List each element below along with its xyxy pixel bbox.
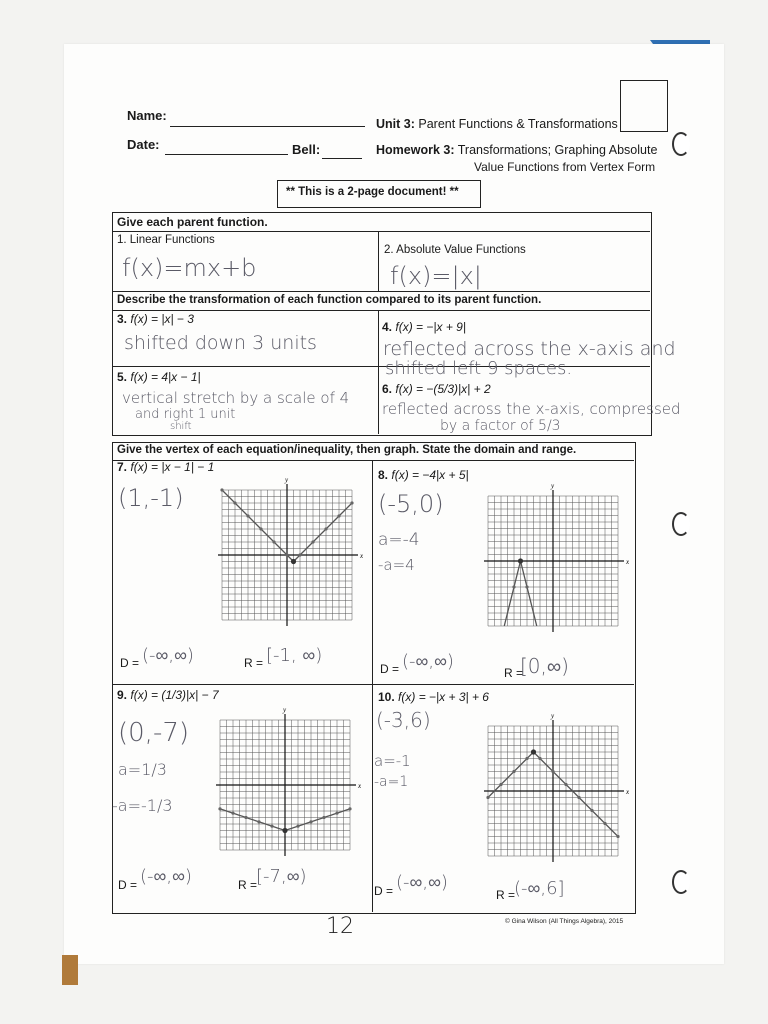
unit-title: Unit 3: Parent Functions & Transformations [376, 117, 618, 131]
q8-domain: (-∞,∞) [402, 651, 454, 672]
section3-title: Give the vertex of each equation/inequality, then graph. State the domain and range. [117, 444, 577, 456]
plotted-point [551, 770, 554, 773]
plotted-point [512, 585, 515, 588]
q10-prompt: 10. f(x) = −|x + 3| + 6 [378, 690, 489, 704]
x-axis-label: x [358, 782, 362, 790]
plotted-point [246, 514, 249, 517]
y-axis-label: y [285, 476, 289, 484]
q5-answer-line1: vertical stretch by a scale of 4 [122, 389, 350, 407]
q7-domain: (-∞,∞) [142, 645, 194, 666]
divider [372, 460, 373, 912]
q9-note-1: a=1/3 [118, 760, 167, 779]
plotted-point [348, 807, 351, 810]
q4-prompt: 4. f(x) = −|x + 9| [382, 320, 466, 334]
q7-prompt: 7. f(x) = |x − 1| − 1 [117, 460, 215, 474]
plotted-point [285, 553, 288, 556]
q10-range: (-∞,6] [514, 878, 565, 899]
plotted-point [603, 822, 606, 825]
q10-domain: (-∞,∞) [396, 872, 448, 893]
plotted-point [272, 540, 275, 543]
q9-range: [-7,∞) [256, 866, 307, 887]
plotted-point [512, 770, 515, 773]
q3-prompt: 3. f(x) = |x| − 3 [117, 312, 194, 326]
q5-answer-line2: and right 1 unit [135, 407, 236, 422]
vertex-point [518, 558, 523, 563]
section1-title: Give each parent function. [117, 215, 268, 229]
q8-note-2: -a=4 [378, 556, 415, 574]
divider [112, 291, 650, 292]
q5-answer-line3: shift [170, 421, 192, 432]
q8-domain-label: D = [380, 662, 400, 676]
q7-graph [212, 476, 364, 640]
divider [112, 684, 634, 685]
q8-range: [0,∞) [520, 654, 569, 678]
q8-graph [478, 482, 630, 646]
q9-note-2: -a=-1/3 [112, 796, 173, 815]
q9-prompt: 9. f(x) = (1/3)|x| − 7 [117, 688, 219, 702]
q9-vertex: (0,-7) [118, 718, 190, 748]
date-label: Date: [127, 137, 160, 152]
q6-answer-line2: by a factor of 5/3 [440, 418, 561, 434]
date-line [165, 154, 288, 155]
plotted-point [564, 783, 567, 786]
q7-range: [-1, ∞) [266, 645, 323, 666]
punch-hole [672, 512, 690, 536]
divider [378, 310, 379, 434]
q9-range-label: R = [238, 878, 258, 892]
bell-label: Bell: [292, 142, 321, 157]
plotted-point [335, 812, 338, 815]
vertex-point [531, 749, 536, 754]
q9-domain-label: D = [118, 878, 138, 892]
q7-vertex: (1,-1) [118, 484, 184, 512]
plotted-point [298, 553, 301, 556]
q1-label: 1. Linear Functions [117, 234, 215, 246]
name-line [170, 126, 365, 127]
plotted-point [350, 501, 353, 504]
plotted-point [577, 796, 580, 799]
x-axis-label: x [626, 558, 630, 566]
plotted-point [499, 783, 502, 786]
q4-answer-line1: reflected across the x-axis and [383, 338, 676, 360]
q10-domain-label: D = [374, 884, 394, 898]
q10-note-1: a=-1 [374, 752, 411, 770]
plotted-point [259, 527, 262, 530]
plotted-point [244, 816, 247, 819]
q10-range-label: R = [496, 888, 516, 902]
q10-graph [478, 712, 630, 876]
q7-domain-label: D = [120, 656, 140, 670]
bell-line [322, 158, 362, 159]
q10-vertex: (-3,6) [376, 708, 431, 732]
y-axis-label: y [551, 482, 555, 490]
plotted-point [233, 501, 236, 504]
plotted-point [616, 835, 619, 838]
q10-note-2: -a=1 [374, 774, 409, 790]
q6-answer-line1: reflected across the x-axis, compressed [382, 400, 681, 418]
q2-label: 2. Absolute Value Functions [384, 244, 526, 256]
divider [378, 231, 379, 291]
y-axis-label: y [551, 712, 555, 720]
homework-subtitle: Value Functions from Vertex Form [474, 160, 656, 174]
plotted-point [309, 820, 312, 823]
divider [112, 231, 650, 232]
grade-box [620, 80, 668, 132]
q8-vertex: (-5,0) [378, 490, 444, 518]
divider [112, 310, 650, 311]
y-axis-label: y [283, 706, 287, 714]
q6-prompt: 6. f(x) = −(5/3)|x| + 2 [382, 382, 491, 396]
plotted-point [538, 757, 541, 760]
plotted-point [486, 796, 489, 799]
plotted-point [218, 807, 221, 810]
plotted-point [220, 488, 223, 491]
q1-answer: f(x)=mx+b [122, 254, 257, 282]
plotted-point [257, 820, 260, 823]
plotted-point [337, 514, 340, 517]
plotted-point [525, 585, 528, 588]
plotted-point [296, 825, 299, 828]
q4-answer-line2: shifted left 9 spaces. [385, 358, 573, 379]
plotted-point [231, 812, 234, 815]
q8-range-label: R = [504, 666, 524, 680]
q9-domain: (-∞,∞) [140, 866, 192, 887]
binder-tab [62, 955, 78, 985]
q5-prompt: 5. f(x) = 4|x − 1| [117, 370, 201, 384]
punch-hole [672, 870, 690, 894]
plotted-point [324, 527, 327, 530]
name-label: Name: [127, 108, 167, 123]
q9-graph [210, 706, 362, 870]
plotted-point [590, 809, 593, 812]
page-number: 12 [326, 914, 354, 939]
vertex-point [291, 559, 296, 564]
plotted-point [322, 816, 325, 819]
section2-title: Describe the transformation of each function compared to its parent function. [117, 294, 542, 306]
notice-text: ** This is a 2-page document! ** [286, 186, 459, 198]
plotted-point [525, 757, 528, 760]
x-axis-label: x [626, 788, 630, 796]
plotted-point [270, 825, 273, 828]
x-axis-label: x [360, 552, 364, 560]
q7-range-label: R = [244, 656, 264, 670]
q3-answer: shifted down 3 units [124, 332, 317, 354]
q8-prompt: 8. f(x) = −4|x + 5| [378, 468, 469, 482]
q2-answer: f(x)=|x| [390, 262, 482, 290]
punch-hole [672, 132, 690, 156]
plotted-point [311, 540, 314, 543]
vertex-point [282, 828, 287, 833]
homework-title: Homework 3: Transformations; Graphing Absolute [376, 143, 658, 157]
copyright: © Gina Wilson (All Things Algebra), 2015 [505, 918, 624, 925]
q8-note-1: a=-4 [378, 530, 420, 550]
